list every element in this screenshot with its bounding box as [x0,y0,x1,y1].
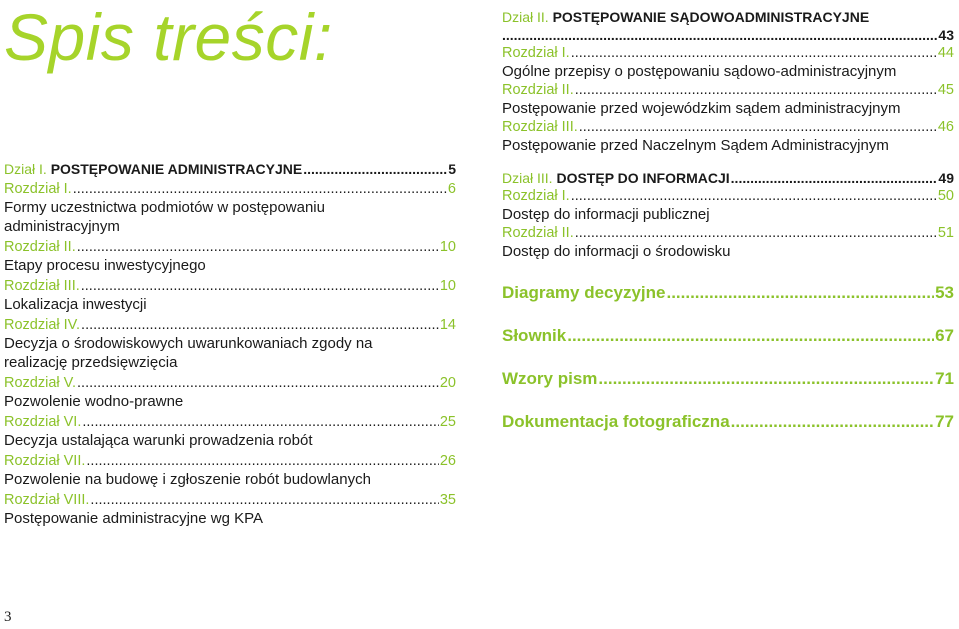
chapter-title: realizację przedsięwzięcia [4,354,178,371]
dot-leader [666,282,934,304]
chapter-title: Decyzja ustalająca warunki prowadzenia robót [4,432,313,449]
dot-leader [303,160,447,178]
chapter-label: Rozdział V. [4,375,77,391]
chapter-label: Rozdział II. [502,225,574,241]
toc-chapter[interactable] [4,491,456,528]
chapter-title: Decyzja o środowiskowych uwarunkowaniach zgody na [4,335,373,352]
toc-chapter[interactable] [502,187,954,224]
toc-dzial-2[interactable] [502,8,954,44]
chapter-label: Rozdział II. [4,239,76,255]
dot-leader [81,277,439,295]
toc-dzial-3[interactable] [502,169,954,187]
toc-chapter[interactable] [4,316,456,372]
dzial-title: POSTĘPOWANIE SĄDOWOADMINISTRACYJNE [552,9,870,25]
toc-left-column [4,160,456,530]
section-page: 53 [935,283,954,302]
dot-leader [731,169,938,187]
chapter-title: Postępowanie przed Naczelnym Sądem Administracyjnym [502,137,889,154]
toc-chapter[interactable] [502,81,954,118]
chapter-label: Rozdział VIII. [4,492,90,508]
toc-chapter[interactable] [502,44,954,81]
dot-leader [571,187,937,205]
dot-leader [90,491,438,509]
toc-chapter[interactable] [4,452,456,489]
dzial-page: 49 [938,170,954,186]
dot-leader [571,44,937,62]
dot-leader [575,224,937,242]
chapter-page: 6 [447,181,456,197]
section-page: 71 [935,369,954,388]
dot-leader [73,180,447,198]
chapter-label: Rozdział III. [502,119,578,135]
chapter-page: 46 [937,119,954,135]
chapter-label: Rozdział I. [502,188,570,204]
dot-leader [86,452,438,470]
chapter-page: 50 [937,188,954,204]
chapter-label: Rozdział I. [502,45,570,61]
toc-chapter[interactable] [502,224,954,261]
dzial-page: 43 [938,27,954,43]
chapter-page: 35 [439,492,456,508]
dzial-label: Dział I. [4,161,47,177]
dot-leader [579,118,937,136]
dot-leader [81,316,439,334]
chapter-label: Rozdział IV. [4,317,81,333]
dot-leader [502,26,937,44]
section-label: Wzory pism [502,369,598,388]
chapter-title: administracyjnym [4,218,120,235]
chapter-page: 10 [439,278,456,294]
dot-leader [77,238,439,256]
chapter-title: Dostęp do informacji o środowisku [502,243,731,260]
chapter-title: Formy uczestnictwa podmiotów w postępowaniu [4,199,325,216]
dot-leader [575,81,937,99]
dzial-label: Dział III. [502,170,553,186]
chapter-title: Postępowanie przed wojewódzkim sądem administracyjnym [502,100,901,117]
chapter-page: 44 [937,45,954,61]
toc-chapter[interactable] [502,118,954,155]
chapter-label: Rozdział II. [502,82,574,98]
chapter-label: Rozdział VII. [4,453,86,469]
dot-leader [731,411,934,433]
chapter-page: 20 [439,375,456,391]
dzial-title: POSTĘPOWANIE ADMINISTRACYJNE [50,161,303,177]
section-label: Diagramy decyzyjne [502,283,666,302]
chapter-title: Pozwolenie wodno-prawne [4,393,184,410]
toc-chapter[interactable] [4,180,456,236]
chapter-title: Ogólne przepisy o postępowaniu sądowo-administracyjnym [502,63,897,80]
chapter-title: Dostęp do informacji publicznej [502,206,710,223]
toc-dzial-1[interactable] [4,160,456,178]
dot-leader [598,368,934,390]
toc-section-diagrams[interactable] [502,282,954,304]
toc-section-templates[interactable] [502,368,954,390]
toc-chapter[interactable] [4,277,456,314]
dzial-page: 5 [448,161,456,177]
toc-chapter[interactable] [4,374,456,411]
chapter-title: Lokalizacja inwestycji [4,296,147,313]
chapter-title: Postępowanie administracyjne wg KPA [4,510,264,527]
page-number: 3 [4,609,12,625]
chapter-page: 51 [937,225,954,241]
page-title: Spis treści: [4,0,333,74]
chapter-label: Rozdział I. [4,181,72,197]
dzial-title: DOSTĘP DO INFORMACJI [556,170,730,186]
chapter-label: Rozdział III. [4,278,80,294]
section-page: 67 [935,326,954,345]
dot-leader [77,374,439,392]
dzial-label: Dział II. [502,9,549,25]
chapter-title: Pozwolenie na budowę i zgłoszenie robót budowlanych [4,471,371,488]
section-label: Dokumentacja fotograficzna [502,412,730,431]
section-label: Słownik [502,326,567,345]
toc-chapter[interactable] [4,238,456,275]
toc-section-glossary[interactable] [502,325,954,347]
toc-section-photos[interactable] [502,411,954,433]
dot-leader [567,325,934,347]
section-page: 77 [935,412,954,431]
chapter-page: 26 [439,453,456,469]
dot-leader [82,413,438,431]
chapter-page: 25 [439,414,456,430]
chapter-page: 14 [439,317,456,333]
chapter-title: Etapy procesu inwestycyjnego [4,257,206,274]
toc-chapter[interactable] [4,413,456,450]
chapter-page: 45 [937,82,954,98]
chapter-label: Rozdział VI. [4,414,82,430]
chapter-page: 10 [439,239,456,255]
toc-right-column [502,8,954,433]
